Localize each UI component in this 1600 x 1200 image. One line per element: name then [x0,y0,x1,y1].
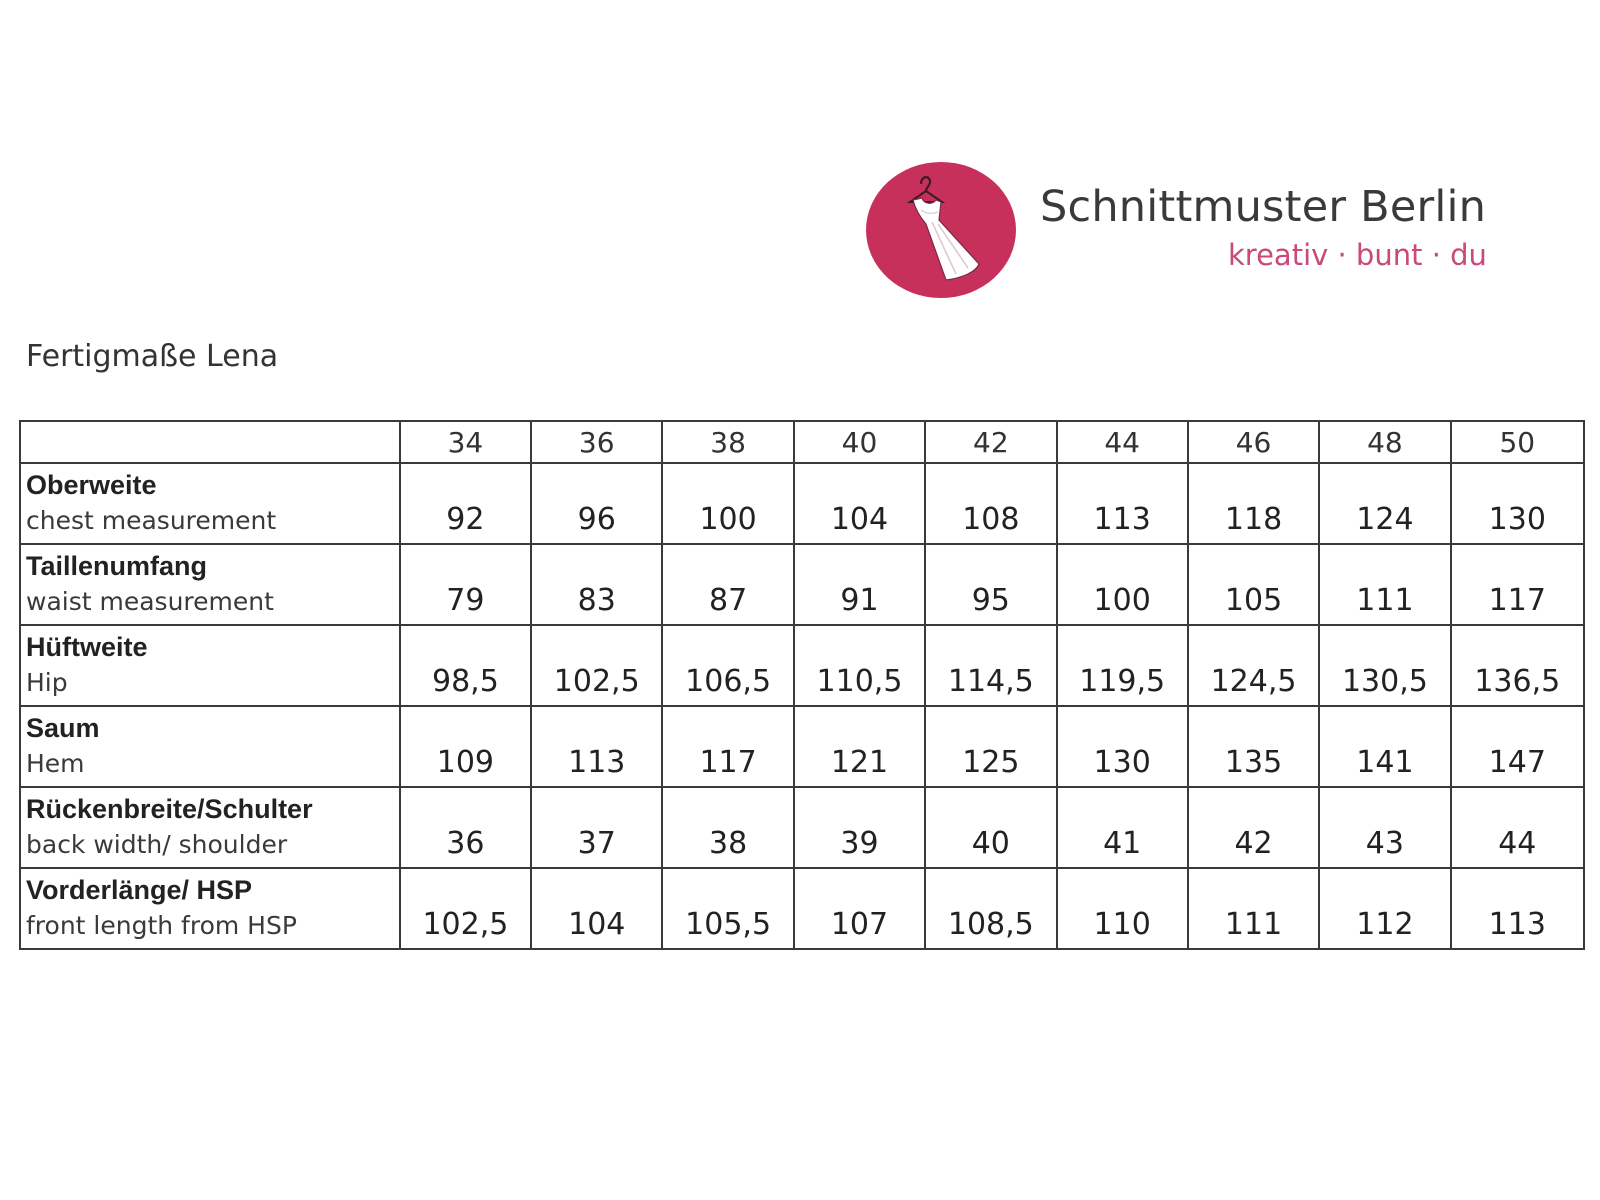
measurement-cell: 96 [531,463,662,544]
measurement-cell: 40 [925,787,1056,868]
row-label-english: chest measurement [26,506,277,535]
measurement-cell: 87 [662,544,793,625]
measurement-cell: 39 [794,787,925,868]
measurement-cell: 95 [925,544,1056,625]
measurement-cell: 124,5 [1188,625,1319,706]
row-label [20,544,400,625]
measurement-cell: 100 [1057,544,1188,625]
measurement-cell: 141 [1319,706,1450,787]
row-label-german: Hüftweite [26,632,148,662]
measurement-cell: 104 [794,463,925,544]
table-row [20,625,1584,706]
measurement-cell: 112 [1319,868,1450,949]
measurement-cell: 37 [531,787,662,868]
table-row [20,544,1584,625]
measurement-cell: 109 [400,706,531,787]
size-header: 46 [1188,421,1319,463]
dress-on-hanger-icon [866,162,1016,298]
measurement-cell: 100 [662,463,793,544]
row-label-english: back width/ shoulder [26,830,288,859]
measurement-cell: 79 [400,544,531,625]
measurement-cell: 83 [531,544,662,625]
table-row [20,706,1584,787]
size-header: 44 [1057,421,1188,463]
measurement-cell: 110 [1057,868,1188,949]
measurement-cell: 130 [1451,463,1584,544]
table-row [20,463,1584,544]
table-row [20,787,1584,868]
measurement-cell: 113 [1057,463,1188,544]
size-header: 38 [662,421,793,463]
row-label-german: Oberweite [26,470,157,500]
brand-logo [866,162,1506,302]
measurement-cell: 36 [400,787,531,868]
row-label [20,787,400,868]
size-header: 36 [531,421,662,463]
measurement-cell: 102,5 [531,625,662,706]
measurement-cell: 44 [1451,787,1584,868]
size-header: 40 [794,421,925,463]
measurement-cell: 108,5 [925,868,1056,949]
measurement-cell: 105,5 [662,868,793,949]
brand-name: Schnittmuster Berlin [1040,182,1487,232]
measurement-cell: 117 [662,706,793,787]
size-header-row [20,421,1584,463]
size-header: 50 [1451,421,1584,463]
measurement-cell: 147 [1451,706,1584,787]
measurement-cell: 118 [1188,463,1319,544]
measurement-cell: 41 [1057,787,1188,868]
measurement-cell: 111 [1188,868,1319,949]
measurement-cell: 113 [1451,868,1584,949]
measurement-cell: 113 [531,706,662,787]
row-label-english: front length from HSP [26,911,297,940]
measurement-cell: 121 [794,706,925,787]
row-label [20,625,400,706]
page-title: Fertigmaße Lena [26,339,279,374]
measurement-cell: 91 [794,544,925,625]
measurement-cell: 102,5 [400,868,531,949]
measurement-cell: 130,5 [1319,625,1450,706]
measurement-cell: 92 [400,463,531,544]
size-header: 42 [925,421,1056,463]
table-row [20,868,1584,949]
measurement-cell: 106,5 [662,625,793,706]
measurement-cell: 124 [1319,463,1450,544]
size-header: 34 [400,421,531,463]
measurement-cell: 114,5 [925,625,1056,706]
measurement-cell: 107 [794,868,925,949]
measurement-cell: 43 [1319,787,1450,868]
row-label-english: Hem [26,749,85,778]
measurement-cell: 108 [925,463,1056,544]
row-label-english: Hip [26,668,68,697]
row-label-german: Vorderlänge/ HSP [26,875,253,905]
row-label [20,868,400,949]
brand-tagline: kreativ · bunt · du [1228,238,1487,272]
row-label [20,463,400,544]
measurement-cell: 38 [662,787,793,868]
size-chart-table [19,420,1585,950]
measurement-cell: 119,5 [1057,625,1188,706]
row-label-german: Saum [26,713,100,743]
row-label-english: waist measurement [26,587,274,616]
measurement-cell: 98,5 [400,625,531,706]
measurement-cell: 42 [1188,787,1319,868]
measurement-cell: 111 [1319,544,1450,625]
measurement-cell: 105 [1188,544,1319,625]
measurement-cell: 125 [925,706,1056,787]
row-label [20,706,400,787]
header-empty-cell [20,421,400,463]
measurement-cell: 136,5 [1451,625,1584,706]
size-header: 48 [1319,421,1450,463]
measurement-cell: 130 [1057,706,1188,787]
row-label-german: Taillenumfang [26,551,208,581]
measurement-cell: 110,5 [794,625,925,706]
measurement-cell: 104 [531,868,662,949]
measurement-cell: 117 [1451,544,1584,625]
row-label-german: Rückenbreite/Schulter [26,794,313,824]
measurement-cell: 135 [1188,706,1319,787]
